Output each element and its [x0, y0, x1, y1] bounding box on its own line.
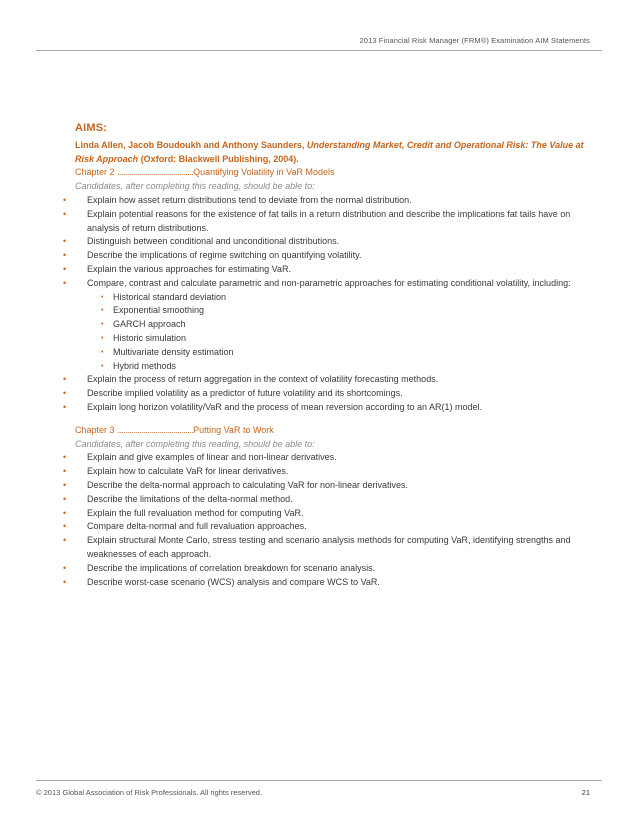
aim-item: • Explain how asset return distributions tend to deviate from the normal distribution.	[63, 194, 603, 208]
chapter-section	[63, 424, 603, 590]
footer-copyright: © 2013 Global Association of Risk Professionals. All rights reserved.	[36, 788, 263, 797]
aim-item: • Explain the full revaluation method for computing VaR.	[63, 507, 603, 521]
aim-item: • Describe the implications of correlation breakdown for scenario analysis.	[63, 562, 603, 576]
aim-item: • Explain long horizon volatility/VaR and the process of mean reversion according to an AR(1) model.	[63, 401, 603, 415]
chapter-title: Putting VaR to Work	[193, 424, 274, 435]
aim-item: • Describe the limitations of the delta-normal method.	[63, 493, 603, 507]
footer-divider	[36, 780, 602, 781]
aim-list	[63, 451, 603, 589]
aim-sublist	[87, 291, 603, 374]
chapter-label: Chapter 2	[75, 167, 115, 178]
chapter-leader-dots: ......................................	[117, 167, 194, 178]
aim-item-with-subitems	[63, 277, 603, 374]
aims-heading: AIMS:	[75, 122, 108, 134]
aim-item: • Explain structural Monte Carlo, stress testing and scenario analysis methods for computing VaR, identifying strengths and weaknesses of each approach.	[63, 534, 603, 562]
aim-subitem: • GARCH approach	[101, 318, 603, 332]
page-number: 21	[581, 788, 590, 797]
page-header: 2013 Financial Risk Manager (FRM®) Examination AIM Statements	[359, 36, 590, 45]
chapter-heading	[75, 424, 603, 438]
aim-item: • Describe the delta-normal approach to calculating VaR for non-linear derivatives.	[63, 479, 603, 493]
reference-authors: Linda Allen, Jacob Boudoukh and Anthony Saunders,	[75, 139, 307, 150]
aim-item: • Explain the various approaches for estimating VaR.	[63, 263, 603, 277]
reading-reference	[75, 139, 603, 167]
aim-item: • Distinguish between conditional and unconditional distributions.	[63, 235, 603, 249]
aim-item: • Compare delta-normal and full revaluation approaches.	[63, 520, 603, 534]
aim-item-text: Compare, contrast and calculate parametric and non-parametric approaches for estimating conditional volatility, including:	[87, 277, 571, 288]
aim-item: • Describe the implications of regime switching on quantifying volatility.	[63, 249, 603, 263]
reference-book-title: Understanding Market, Credit and Operational Risk: The Value at Risk Approach	[75, 139, 584, 164]
chapter-leader-dots: ......................................	[117, 424, 194, 435]
aim-item: • Explain potential reasons for the existence of fat tails in a return distribution and describe the implications fat tails have on analysis of return distributions.	[63, 208, 603, 236]
aim-list	[63, 194, 603, 415]
aim-subitem: • Hybrid methods	[101, 360, 603, 374]
aim-item: • Explain and give examples of linear and non-linear derivatives.	[63, 451, 603, 465]
aim-item: • Describe worst-case scenario (WCS) analysis and compare WCS to VaR.	[63, 576, 603, 590]
aims-content	[63, 122, 603, 589]
chapter-intro: Candidates, after completing this reading, should be able to:	[75, 181, 315, 192]
chapter-intro: Candidates, after completing this reading, should be able to:	[75, 438, 315, 449]
aim-subitem: • Historic simulation	[101, 332, 603, 346]
header-divider	[36, 50, 602, 51]
aim-item: • Describe implied volatility as a predictor of future volatility and its shortcomings.	[63, 387, 603, 401]
aim-item: • Explain how to calculate VaR for linear derivatives.	[63, 465, 603, 479]
chapter-heading	[75, 166, 603, 180]
aim-subitem: • Multivariate density estimation	[101, 346, 603, 360]
chapter-title: Quantifying Volatility in VaR Models	[193, 167, 335, 178]
aim-subitem: • Exponential smoothing	[101, 304, 603, 318]
chapter-label: Chapter 3	[75, 424, 115, 435]
aim-item: • Explain the process of return aggregation in the context of volatility forecasting methods.	[63, 373, 603, 387]
reference-publisher: (Oxford: Blackwell Publishing, 2004).	[138, 153, 299, 164]
aim-subitem: • Historical standard deviation	[101, 291, 603, 305]
